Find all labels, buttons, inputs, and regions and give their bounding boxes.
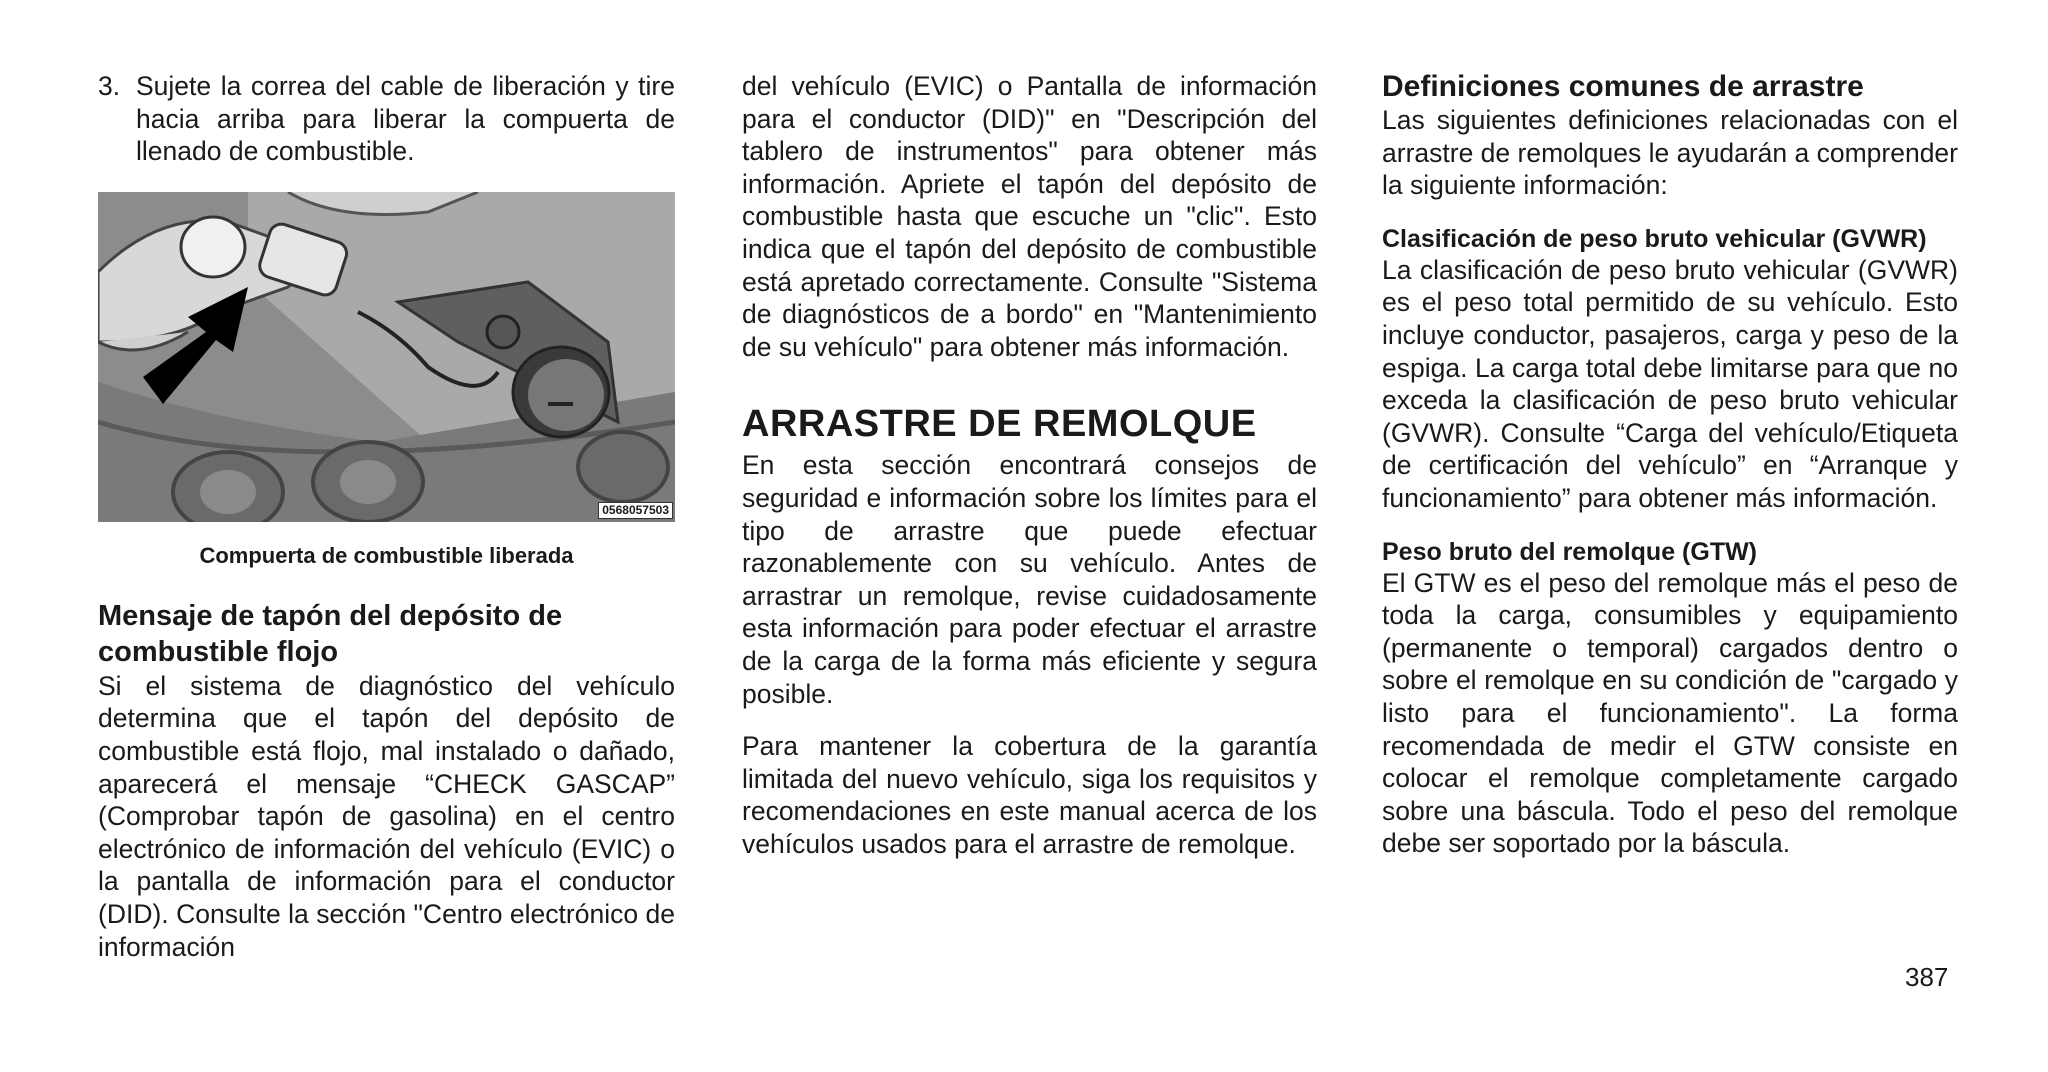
gascap-heading: Mensaje de tapón del depósito de combustible flojo (98, 599, 563, 668)
gtw-paragraph: El GTW es el peso del remolque más el peso de toda la carga, consumibles y equipamiento (permanente o temporal) cargados dentro o sobre el remolque en su condición de "cargado y listo para el funcionamiento". La forma recomendada de medir el GTW consiste en colocar el remolque completamente cargado sobre una báscula. Todo el peso del remolque debe ser soportado por la báscula. (1382, 567, 1958, 859)
warranty-paragraph: Para mantener la cobertura de la garantía limitada del nuevo vehículo, siga los requisitos y recomendaciones en este manual acerca de los vehículos usados para el arrastre de remolque. (742, 731, 1317, 859)
page-number: 387 (1905, 962, 1949, 992)
definitions-intro: Las siguientes definiciones relacionadas con el arrastre de remolques le ayudarán a comprender la siguiente información: (1382, 105, 1958, 201)
gascap-paragraph-continued: del vehículo (EVIC) o Pantalla de información para el conductor (DID)" en "Descripción del tablero de instrumentos" para obtener más información. Apriete el tapón del depósito de combustible hasta que escuche un "clic". Esto indica que el tapón del depósito de combustible está apretado correctamente. Consulte "Sistema de diagnósticos de a bordo" en "Mantenimiento de su vehículo" para obtener más información. (742, 71, 1317, 362)
right-column (1382, 70, 1958, 860)
fuel-door-illustration (98, 192, 675, 522)
figure-id-label: 0568057503 (598, 502, 673, 519)
figure-caption: Compuerta de combustible liberada (199, 542, 574, 568)
step-3 (98, 70, 675, 168)
towing-heading: ARRASTRE DE REMOLQUE (742, 403, 1257, 446)
definitions-heading: Definiciones comunes de arrastre (1382, 70, 1864, 103)
gvwr-heading: Clasificación de peso bruto vehicular (GVWR) (1382, 224, 1927, 253)
step-number: 3. (98, 71, 121, 101)
step-text: Sujete la correa del cable de liberación y tire hacia arriba para liberar la compuerta de llenado de combustible. (136, 71, 675, 167)
fuel-door-figure (98, 192, 675, 522)
gtw-heading: Peso bruto del remolque (GTW) (1382, 537, 1758, 566)
left-column (98, 70, 675, 963)
gvwr-paragraph: La clasificación de peso bruto vehicular (GVWR) es el peso total permitido de su vehículo. Esto incluye conductor, pasajeros, carga y peso de la espiga. La carga total debe limitarse para que no exceda la clasificación de peso bruto vehicular (GVWR). Consulte “Carga del vehículo/Etiqueta de certificación del vehículo” en “Arranque y funcionamiento” para obtener más información. (1382, 254, 1958, 513)
gascap-paragraph: Si el sistema de diagnóstico del vehículo determina que el tapón del depósito de combustible está flojo, mal instalado o dañado, aparecerá el mensaje “CHECK GASCAP” (Comprobar tapón de gasolina) en el centro electrónico de información del vehículo (EVIC) o la pantalla de información para el conductor (DID). Consulte la sección "Centro electrónico de información (98, 670, 675, 962)
towing-intro-paragraph: En esta sección encontrará consejos de seguridad e información sobre los límites para el tipo de arrastre que puede efectuar razonablemente con su vehículo. Antes de arrastrar un remolque, revise cuidadosamente esta información para poder efectuar el arrastre de la carga de la forma más eficiente y segura posible. (742, 450, 1317, 709)
middle-column (742, 70, 1317, 860)
